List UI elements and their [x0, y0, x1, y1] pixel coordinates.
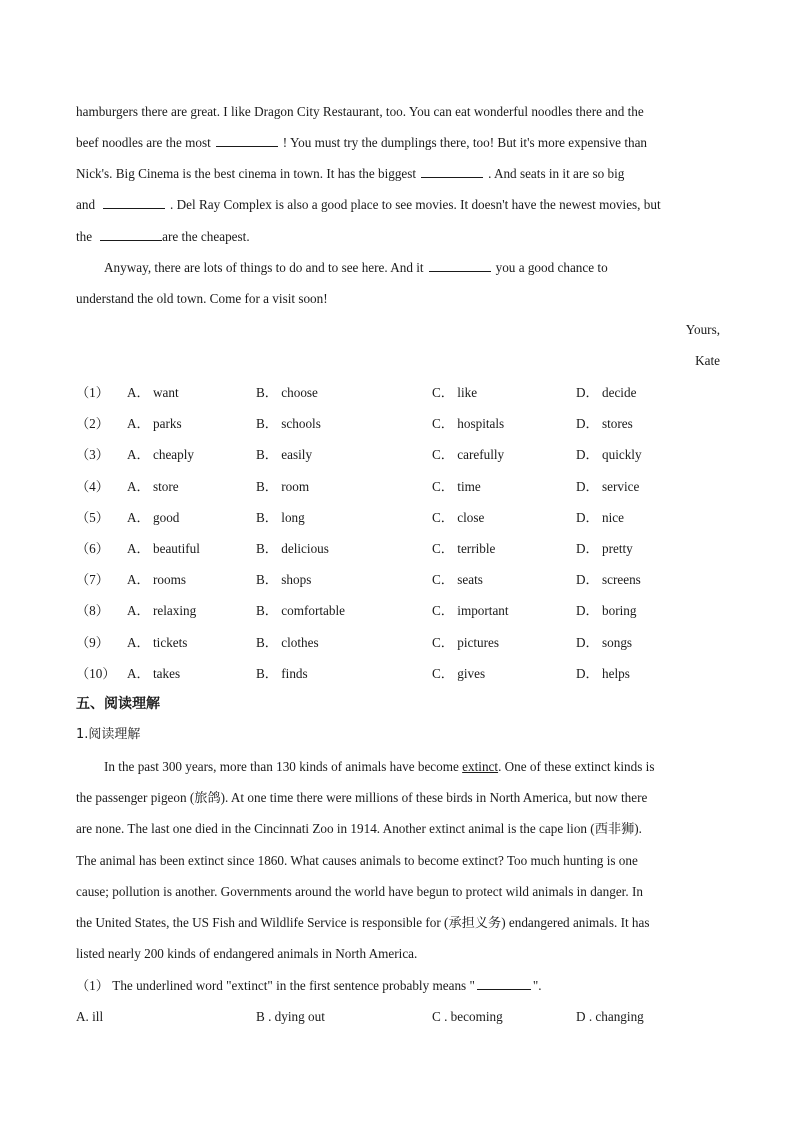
- answer-blank-9[interactable]: [100, 228, 162, 241]
- question-number: （10）: [76, 666, 116, 681]
- question-1-options: [76, 1008, 736, 1026]
- option-a[interactable]: A． store: [127, 479, 179, 494]
- option-b[interactable]: B． clothes: [256, 635, 319, 650]
- reading-line-6: the United States, the US Fish and Wildlife Service is responsible for (承担义务) endangered animals. It has: [76, 915, 650, 930]
- reading-line-7: listed nearly 200 kinds of endangered animals in North America.: [76, 946, 418, 961]
- passage-line-6: [104, 259, 608, 277]
- passage-line-7: [76, 290, 328, 308]
- passage-text: and: [76, 197, 96, 212]
- answer-blank-10[interactable]: [429, 259, 491, 272]
- reading-line-5: cause; pollution is another. Governments around the world have begun to protect wild animals in danger. In: [76, 884, 643, 899]
- option-c[interactable]: C． gives: [432, 666, 486, 681]
- option-b[interactable]: B． comfortable: [256, 603, 345, 618]
- option-a[interactable]: A． takes: [127, 666, 181, 681]
- option-d[interactable]: D． quickly: [576, 447, 642, 462]
- passage-line-3: [76, 165, 624, 183]
- option-c[interactable]: C． carefully: [432, 447, 505, 462]
- reading-line-1: [104, 758, 654, 776]
- passage-text: Nick's. Big Cinema is the best cinema in town. It has the biggest: [76, 166, 417, 181]
- question-number: （8）: [76, 603, 109, 618]
- option-d[interactable]: D． boring: [576, 603, 637, 618]
- option-a[interactable]: A． rooms: [127, 572, 186, 587]
- question-number: （9）: [76, 635, 109, 650]
- option-row: [76, 634, 736, 652]
- option-a[interactable]: A． want: [127, 385, 179, 400]
- section-heading: 五、阅读理解: [76, 696, 160, 712]
- option-d[interactable]: D． nice: [576, 510, 624, 525]
- passage-text: ! You must try the dumplings there, too! But it's more expensive than: [282, 135, 648, 150]
- passage-text: . And seats in it are so big: [488, 166, 625, 181]
- passage-line-2: [76, 134, 647, 152]
- option-row: [76, 571, 736, 589]
- option-b[interactable]: B． room: [256, 479, 310, 494]
- option-c[interactable]: C . becoming: [432, 1009, 503, 1024]
- question-number: （6）: [76, 541, 109, 556]
- answer-blank-5[interactable]: [216, 134, 278, 147]
- option-row: [76, 665, 736, 683]
- option-a[interactable]: A． good: [127, 510, 180, 525]
- option-b[interactable]: B． schools: [256, 416, 321, 431]
- passage-line-4: [76, 196, 661, 214]
- option-row: [76, 446, 736, 464]
- option-b[interactable]: B． finds: [256, 666, 308, 681]
- option-d[interactable]: D． helps: [576, 666, 630, 681]
- option-row: [76, 478, 736, 496]
- letter-closing: Yours,: [685, 322, 720, 337]
- reading-line-4: The animal has been extinct since 1860. What causes animals to become extinct? Too much hunting is one: [76, 853, 638, 868]
- question-number: （2）: [76, 416, 109, 431]
- passage-line-1: [76, 103, 644, 121]
- underlined-word: extinct: [462, 759, 499, 774]
- option-row: [76, 509, 736, 527]
- option-b[interactable]: B． shops: [256, 572, 312, 587]
- reading-text: In the past 300 years, more than 130 kinds of animals have become: [104, 759, 459, 774]
- answer-blank-7[interactable]: [421, 165, 483, 178]
- option-row: [76, 415, 736, 433]
- option-b[interactable]: B． long: [256, 510, 305, 525]
- option-c[interactable]: C． close: [432, 510, 485, 525]
- passage-text: Anyway, there are lots of things to do and to see here. And it: [104, 260, 424, 275]
- option-a[interactable]: A． relaxing: [127, 603, 197, 618]
- question-number: （5）: [76, 510, 109, 525]
- question-text: （1） The underlined word "extinct" in the first sentence probably means ": [76, 978, 475, 993]
- option-d[interactable]: D． screens: [576, 572, 641, 587]
- option-d[interactable]: D． stores: [576, 416, 633, 431]
- option-d[interactable]: D． songs: [576, 635, 633, 650]
- passage-text: beef noodles are the most: [76, 135, 211, 150]
- option-a[interactable]: A． parks: [127, 416, 182, 431]
- reading-line-3: are none. The last one died in the Cincinnati Zoo in 1914. Another extinct animal is the cape lion (西非狮).: [76, 821, 642, 836]
- option-a[interactable]: A． beautiful: [127, 541, 200, 556]
- option-c[interactable]: C． important: [432, 603, 509, 618]
- option-b[interactable]: B． delicious: [256, 541, 329, 556]
- option-c[interactable]: C． time: [432, 479, 481, 494]
- question-number: （1）: [76, 385, 109, 400]
- option-b[interactable]: B． easily: [256, 447, 313, 462]
- question-number: （4）: [76, 479, 109, 494]
- reading-text: . One of these extinct kinds is: [498, 759, 655, 774]
- question-1: [76, 977, 542, 995]
- question-blank[interactable]: [477, 977, 531, 990]
- passage-text: . Del Ray Complex is also a good place to see movies. It doesn't have the newest movies, but: [170, 197, 661, 212]
- question-text: ".: [532, 978, 542, 993]
- option-row: [76, 602, 736, 620]
- answer-blank-8[interactable]: [103, 196, 165, 209]
- passage-text: the: [76, 229, 93, 244]
- option-row: [76, 540, 736, 558]
- option-a[interactable]: A． tickets: [127, 635, 188, 650]
- option-a[interactable]: A． cheaply: [127, 447, 195, 462]
- passage-text: you a good chance to: [495, 260, 608, 275]
- question-number: （7）: [76, 572, 109, 587]
- option-d[interactable]: D． service: [576, 479, 640, 494]
- letter-signature: Kate: [695, 353, 720, 368]
- passage-line-5: [76, 228, 250, 246]
- option-c[interactable]: C． pictures: [432, 635, 500, 650]
- option-b[interactable]: B . dying out: [256, 1009, 325, 1024]
- passage-text: understand the old town. Come for a visit soon!: [76, 291, 328, 306]
- option-c[interactable]: C． terrible: [432, 541, 496, 556]
- question-number: （3）: [76, 447, 109, 462]
- passage-text: hamburgers there are great. I like Dragon City Restaurant, too. You can eat wonderful noodles there and the: [76, 104, 644, 119]
- option-d[interactable]: D . changing: [576, 1009, 644, 1024]
- option-d[interactable]: D． decide: [576, 385, 637, 400]
- option-a[interactable]: A. ill: [76, 1009, 104, 1024]
- option-d[interactable]: D． pretty: [576, 541, 633, 556]
- subsection-heading: 1.阅读理解: [76, 727, 141, 742]
- option-c[interactable]: C． seats: [432, 572, 483, 587]
- option-row: [76, 384, 736, 402]
- option-c[interactable]: C． like: [432, 385, 478, 400]
- reading-line-2: the passenger pigeon (旅鸽). At one time there were millions of these birds in North America, but now there: [76, 790, 648, 805]
- option-b[interactable]: B． choose: [256, 385, 318, 400]
- option-c[interactable]: C． hospitals: [432, 416, 505, 431]
- passage-text: are the cheapest.: [162, 229, 250, 244]
